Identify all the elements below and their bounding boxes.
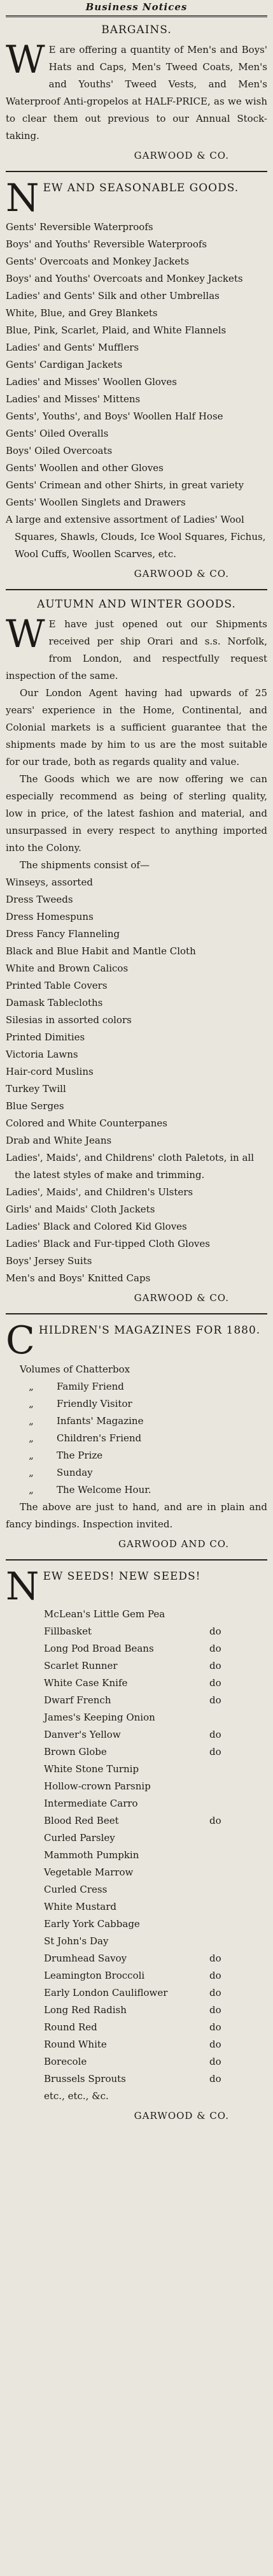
autumn-item: Dress Tweeds: [6, 894, 73, 905]
divider: [6, 589, 267, 590]
ditto-mark: „: [29, 1467, 34, 1478]
seed-item: [6, 1847, 267, 1864]
autumn-item: Blue Serges: [6, 1100, 64, 1112]
magazines-heading: HILDREN'S MAGAZINES FOR 1880.: [38, 1324, 261, 1337]
ditto-do: do: [209, 1970, 221, 1981]
seed-item: [6, 1830, 267, 1847]
autumn-item: Ladies' Black and Fur-tipped Cloth Gloves: [6, 1238, 210, 1249]
autumn-body: E have just opened out our Shipments received per ship Orari and s.s. Norfolk, from London, and respectfully request inspection of the same.: [6, 618, 267, 681]
autumn-item: Boys' Jersey Suits: [6, 1255, 92, 1267]
magazine-item: [6, 1481, 267, 1499]
magazine-title: Friendly Visitor: [57, 1398, 132, 1409]
seed-name: Leamington Broccoli: [44, 1970, 145, 1981]
ditto-mark: „: [29, 1415, 34, 1427]
ditto-do: do: [209, 2004, 221, 2016]
seed-name: Dwarf French: [44, 1694, 111, 1706]
ditto-mark: „: [29, 1398, 34, 1409]
magazine-title: Infants' Magazine: [57, 1415, 144, 1427]
bargains-title: BARGAINS.: [101, 24, 172, 36]
seasonable-item: Gents' Crimean and other Shirts, in great variety: [6, 479, 244, 491]
seed-item: [6, 1950, 267, 1967]
autumn-item: Ladies', Maids', and Childrens' cloth Paletots, in all the latest styles of make and trimming.: [6, 1152, 255, 1181]
seeds-list: [6, 1606, 267, 2105]
magazine-item: [6, 1395, 267, 1413]
seasonable-item: Gents' Overcoats and Monkey Jackets: [6, 256, 190, 267]
seed-name: McLean's Little Gem Pea: [44, 1608, 165, 1620]
seasonable-item: Blue, Pink, Scarlet, Plaid, and White Flannels: [6, 324, 227, 336]
seed-item: [6, 2036, 267, 2053]
seasonable-item: Ladies' and Misses' Woollen Gloves: [6, 376, 177, 388]
seed-name: Mammoth Pumpkin: [44, 1849, 139, 1861]
magazines-intro: Volumes of Chatterbox: [20, 1364, 130, 1375]
seasonable-list: [6, 219, 267, 563]
seed-name: Blood Red Beet: [44, 1815, 119, 1826]
ditto-do: do: [209, 1677, 221, 1689]
seed-name: Brussels Sprouts: [44, 2073, 126, 2085]
ditto-do: do: [209, 1953, 221, 1964]
seed-name: Scarlet Runner: [44, 1660, 118, 1671]
magazine-item: [6, 1464, 267, 1481]
ditto-do: do: [209, 1660, 221, 1671]
autumn-item: Ladies', Maids', and Children's Ulsters: [6, 1186, 193, 1198]
seed-item: [6, 1606, 267, 1623]
bargains-text: [6, 38, 267, 145]
autumn-signature: GARWOOD & CO.: [134, 1292, 229, 1304]
seed-item: [6, 1933, 267, 1950]
magazines-dropcap: C: [6, 1318, 35, 1363]
seed-item: [6, 1916, 267, 1933]
autumn-item: Ladies' Black and Colored Kid Gloves: [6, 1221, 187, 1232]
seed-item: [6, 1623, 267, 1640]
autumn-item: Colored and White Counterpanes: [6, 1117, 167, 1129]
seeds-heading: EW SEEDS! NEW SEEDS!: [43, 1570, 201, 1583]
autumn-item: Printed Table Covers: [6, 980, 108, 991]
autumn-item: Black and Blue Habit and Mantle Cloth: [6, 945, 196, 957]
seed-name: Vegetable Marrow: [44, 1867, 134, 1878]
seed-item: [6, 1657, 267, 1675]
magazine-title: Sunday: [57, 1467, 93, 1478]
seasonable-item: Boys' and Youths' Reversible Waterproofs: [6, 238, 207, 250]
seasonable-item: Gents' Oiled Overalls: [6, 428, 109, 439]
seed-item: [6, 2002, 267, 2019]
ditto-do: do: [209, 2073, 221, 2085]
seed-name: Hollow-crown Parsnip: [44, 1780, 151, 1792]
seed-name: Danver's Yellow: [44, 1729, 121, 1740]
seed-item: [6, 2070, 267, 2088]
bargains-advert: [6, 24, 267, 164]
seed-item: [6, 2019, 267, 2036]
autumn-item: Victoria Lawns: [6, 1049, 78, 1060]
seed-item: [6, 1726, 267, 1743]
magazines-header: [6, 1318, 267, 1363]
autumn-item: Silesias in assorted colors: [6, 1014, 132, 1026]
ditto-do: do: [209, 1815, 221, 1826]
seed-name: Early London Cauliflower: [44, 1987, 168, 1998]
ditto-do: do: [209, 1746, 221, 1757]
seeds-dropcap: N: [6, 1564, 39, 1609]
seed-item: [6, 1881, 267, 1898]
seasonable-item: Ladies' and Gents' Silk and other Umbrellas: [6, 290, 220, 302]
ditto-mark: „: [29, 1381, 34, 1392]
seed-name: Curled Parsley: [44, 1832, 115, 1844]
divider: [6, 1313, 267, 1314]
seasonable-header: [6, 176, 267, 221]
magazine-item: [6, 1413, 267, 1430]
seed-name: Brown Globe: [44, 1746, 107, 1757]
seasonable-advert: [6, 176, 267, 583]
seed-item: [6, 1743, 267, 1761]
seed-name: Drumhead Savoy: [44, 1953, 127, 1964]
seasonable-signature: GARWOOD & CO.: [134, 568, 229, 579]
seed-name: Intermediate Carro: [44, 1798, 138, 1809]
seasonable-dropcap: N: [6, 176, 39, 221]
autumn-para3: The Goods which we are now offering we can especially recommend as being of sterling quality, low in price, of the latest fashion and material, and unsurpassed in every respect to anything imported into the Colony.: [6, 773, 267, 854]
autumn-item: Winseys, assorted: [6, 877, 93, 888]
autumn-dropcap: W: [6, 612, 45, 657]
seasonable-item: A large and extensive assortment of Ladies' Wool Squares, Shawls, Clouds, Ice Wool Squares, Fichus, Wool Cuffs, Woollen Scarves, etc.: [6, 514, 266, 560]
seasonable-item: Boys' Oiled Overcoats: [6, 445, 113, 456]
seed-item: [6, 1761, 267, 1778]
divider: [6, 1559, 267, 1561]
bargains-dropcap: W: [6, 38, 45, 82]
ditto-mark: „: [29, 1432, 34, 1444]
seed-item: [6, 1778, 267, 1795]
seed-name: Long Red Radish: [44, 2004, 127, 2016]
ditto-mark: „: [29, 1484, 34, 1495]
magazines-signature: GARWOOD AND CO.: [118, 1538, 229, 1550]
seasonable-item: Gents' Woollen and other Gloves: [6, 462, 164, 474]
seeds-header: [6, 1564, 267, 1609]
autumn-list-intro: The shipments consist of—: [20, 859, 150, 871]
ditto-do: do: [209, 2056, 221, 2067]
seed-item: [6, 1967, 267, 1984]
seasonable-item: Gents' Woollen Singlets and Drawers: [6, 497, 186, 508]
ditto-do: do: [209, 1626, 221, 1637]
magazine-title: The Prize: [57, 1450, 103, 1461]
ditto-do: do: [209, 2021, 221, 2033]
seed-name: White Case Knife: [44, 1677, 128, 1689]
seed-item: [6, 1898, 267, 1916]
magazines-list: [6, 1378, 267, 1499]
seed-name: etc., etc., &c.: [44, 2090, 109, 2102]
magazines-text: The above are just to hand, and are in plain and fancy bindings. Inspection invited.: [6, 1501, 267, 1530]
seed-name: Round White: [44, 2039, 107, 2050]
seed-name: White Mustard: [44, 1901, 117, 1912]
seasonable-item: Gents' Cardigan Jackets: [6, 359, 123, 370]
seed-item: [6, 1692, 267, 1709]
bargains-signature: GARWOOD & CO.: [134, 150, 229, 161]
seed-name: Borecole: [44, 2056, 87, 2067]
seed-name: Round Red: [44, 2021, 97, 2033]
ditto-do: do: [209, 2039, 221, 2050]
seed-name: Curled Cress: [44, 1884, 108, 1895]
autumn-advert: [6, 598, 267, 1307]
ditto-do: do: [209, 1694, 221, 1706]
magazine-item: [6, 1378, 267, 1395]
autumn-item: White and Brown Calicos: [6, 963, 129, 974]
ditto-do: do: [209, 1643, 221, 1654]
seed-item: [6, 1640, 267, 1657]
seed-name: Early York Cabbage: [44, 1918, 140, 1930]
autumn-para2: Our London Agent having had upwards of 25 years' experience in the Home, Continental, and Colonial markets is a sufficient guarantee that the shipments made by him to us are the most suitable for our trade, both as regards quality and value.: [6, 687, 267, 768]
seeds-advert: [6, 1564, 267, 2125]
seed-item: [6, 1675, 267, 1692]
seed-name: Long Pod Broad Beans: [44, 1643, 154, 1654]
magazines-advert: [6, 1318, 267, 1553]
seed-item: [6, 2053, 267, 2070]
bargains-body: E are offering a quantity of Men's and Boys' Hats and Caps, Men's Tweed Coats, Men's and Youths' Tweed Vests, and Men's Waterproof Anti-gropelos at HALF-PRICE, as we wish to clear them out previous to our Annual Stock-taking.: [6, 44, 267, 142]
magazine-item: [6, 1447, 267, 1464]
magazine-item: [6, 1430, 267, 1447]
autumn-item: Dress Homespuns: [6, 911, 94, 922]
autumn-item: Dress Fancy Flanneling: [6, 928, 120, 940]
magazine-title: The Welcome Hour.: [57, 1484, 151, 1495]
seasonable-item: Gents' Reversible Waterproofs: [6, 221, 153, 233]
autumn-list: [6, 874, 267, 1287]
autumn-item: Damask Tablecloths: [6, 997, 103, 1008]
seeds-signature: GARWOOD & CO.: [134, 2110, 229, 2121]
autumn-text: [6, 612, 267, 685]
seed-name: Fillbasket: [44, 1626, 92, 1637]
seed-item: [6, 1864, 267, 1881]
seed-name: James's Keeping Onion: [44, 1712, 155, 1723]
ditto-do: do: [209, 1729, 221, 1740]
ditto-mark: „: [29, 1450, 34, 1461]
seasonable-item: Boys' and Youths' Overcoats and Monkey Jackets: [6, 273, 243, 284]
seed-item: [6, 2088, 267, 2105]
autumn-title: AUTUMN AND WINTER GOODS.: [37, 598, 236, 611]
seed-item: [6, 1984, 267, 2002]
autumn-item: Drab and White Jeans: [6, 1135, 112, 1146]
autumn-item: Printed Dimities: [6, 1031, 85, 1043]
autumn-item: Turkey Twill: [6, 1083, 66, 1095]
column-masthead: Business Notices: [6, 0, 267, 17]
autumn-item: Men's and Boys' Knitted Caps: [6, 1272, 151, 1284]
seasonable-item: White, Blue, and Grey Blankets: [6, 307, 158, 319]
seed-item: [6, 1709, 267, 1726]
autumn-item: Hair-cord Muslins: [6, 1066, 94, 1077]
autumn-item: Girls' and Maids' Cloth Jackets: [6, 1204, 155, 1215]
seasonable-item: Ladies' and Misses' Mittens: [6, 393, 141, 405]
magazine-title: Family Friend: [57, 1381, 124, 1392]
seed-item: [6, 1812, 267, 1830]
seasonable-item: Ladies' and Gents' Mufflers: [6, 342, 139, 353]
seed-name: White Stone Turnip: [44, 1763, 139, 1775]
magazine-title: Children's Friend: [57, 1432, 142, 1444]
seasonable-heading: EW AND SEASONABLE GOODS.: [43, 182, 239, 194]
seed-item: [6, 1795, 267, 1812]
seed-name: St John's Day: [44, 1935, 109, 1947]
seasonable-item: Gents', Youths', and Boys' Woollen Half Hose: [6, 411, 223, 422]
divider: [6, 171, 267, 172]
ditto-do: do: [209, 1987, 221, 1998]
